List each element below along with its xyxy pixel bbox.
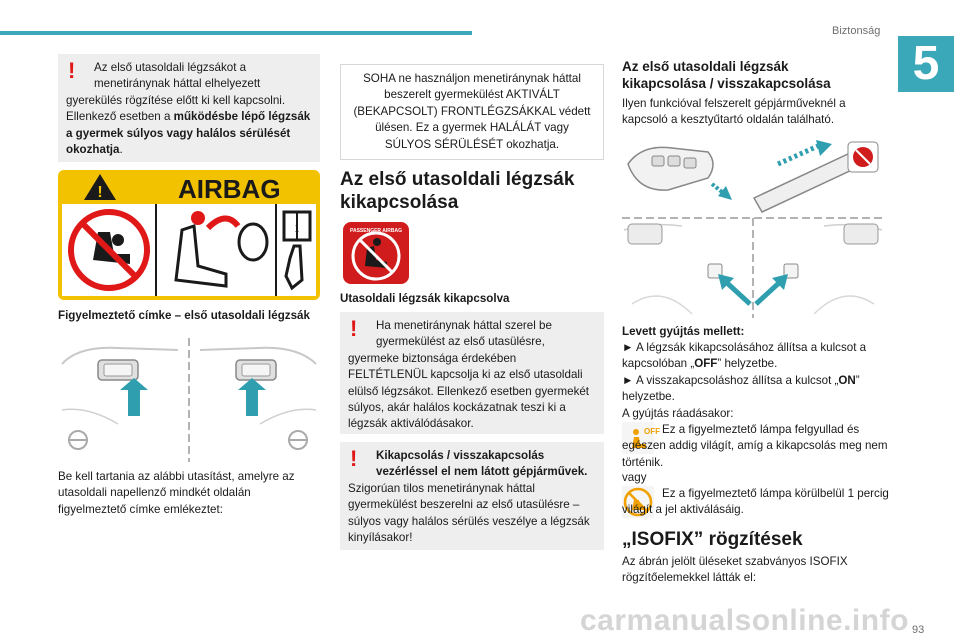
key-switch-illustration — [622, 134, 884, 320]
warning-title: Kikapcsolás / visszakapcsolás vezérléssel el nem látott gépjárművek. — [376, 449, 588, 479]
ignition-on-title: A gyújtás ráadásakor: — [622, 407, 734, 420]
notice-box: SOHA ne használjon menetiránynak háttal beszerelt gyermekülést AKTIVÁLT (BEKAPCSOLT) FRONTLÉGZSÁKKAL védett ülésen. Ez a gyermek HALÁLÁT vagy SÚLYOS SÉRÜLÉSÉT okozhatja. — [340, 64, 604, 160]
svg-text:i: i — [295, 221, 299, 236]
or-text: vagy — [622, 471, 647, 484]
warning-line1: Ha menetiránynak háttal szerel be — [376, 319, 552, 332]
intro-paragraph: Ilyen funkcióval felszerelt gépjárműveknél a kapcsoló a kesztyűtartó oldalán található. — [622, 97, 846, 127]
warning-line2: gyermekülést az első utasülésre, — [376, 335, 545, 349]
figure-caption-airbag-label: Figyelmeztető címke – első utasoldali légzsák — [58, 309, 310, 322]
figure-caption-airbag-off: Utasoldali légzsák kikapcsolva — [340, 292, 510, 305]
warning-exclamation-icon: ! — [350, 446, 358, 471]
warning-box-1 — [58, 54, 320, 162]
warning-exclamation-icon: ! — [68, 58, 76, 83]
warning-line2: menetiránynak háttal elhelyezett — [94, 77, 261, 91]
section-heading-toggle-airbag: Az első utasoldali légzsák kikapcsolása / visszakapcsolása — [622, 59, 831, 91]
lamp1-text: Ez a figyelmeztető lámpa felgyullad és egészen addig világít, amíg a kikapcsolás meg nem történik. — [622, 423, 888, 469]
section-title: Biztonság — [832, 25, 881, 37]
warning-body: Szigorúan tilos menetiránynak háttal gyermekülést beszerelni az első utasülésre – súlyos vagy halálos sérülés veszélye a légzsák kinyílásakor! — [348, 481, 590, 545]
icon-label: PASSENGER AIRBAG — [350, 228, 402, 234]
warning-body: gyerekülés rögzítése előtt ki kell kapcsolni. Ellenkező esetben a működésbe lépő légzsák a gyermek súlyos vagy halálos sérülését okozhatja. — [66, 93, 311, 157]
visor-instruction-paragraph: Be kell tartania az alábbi utasítást, amelyre az utasoldali napellenző mindkét oldalán figyelmeztető címke emlékeztet: — [58, 470, 295, 516]
step-on: ► A visszakapcsoláshoz állítsa a kulcsot „ON” helyzetbe. — [622, 374, 860, 404]
warning-box-2 — [340, 312, 604, 434]
warning-body: gyermeke biztonsága érdekében FELTÉTLENÜL kapcsolja ki az első utasoldali elülső légzsákot. Ellenkező esetben gyermekét súlyos, akár halálos kockázatnak teszi ki a légzsák aktiválódásakor. — [348, 351, 590, 431]
svg-text:OFF: OFF — [644, 427, 660, 436]
airbag-label-text: AIRBAG — [178, 174, 281, 204]
page-number: 93 — [912, 624, 925, 636]
warning-exclamation-icon: ! — [350, 316, 358, 341]
warning-line1: Az első utasoldali légzsákot a — [94, 61, 247, 74]
sun-visor-illustration — [58, 334, 320, 466]
airbag-warning-label — [58, 170, 320, 300]
chapter-number: 5 — [898, 36, 954, 92]
lamp2-text: Ez a figyelmeztető lámpa körülbelül 1 percig világít a jel aktiválásáig. — [622, 487, 889, 517]
passenger-airbag-off-icon — [343, 222, 409, 284]
step-off: ► A légzsák kikapcsolásához állítsa a kulcsot a kapcsolóban „OFF” helyzetbe. — [622, 341, 867, 371]
header-accent-bar — [0, 31, 472, 35]
section-heading-disable-airbag: Az első utasoldali légzsák kikapcsolása — [340, 169, 575, 213]
isofix-paragraph: Az ábrán jelölt üléseket szabványos ISOFIX rögzítőelemekkel látták el: — [622, 555, 848, 585]
svg-text:!: ! — [97, 184, 103, 201]
section-heading-isofix: „ISOFIX” rögzítések — [622, 529, 803, 550]
ignition-off-title: Levett gyújtás mellett: — [622, 325, 745, 338]
warning-box-3 — [340, 442, 604, 550]
watermark-url: carmanualsonline.info — [580, 604, 909, 637]
